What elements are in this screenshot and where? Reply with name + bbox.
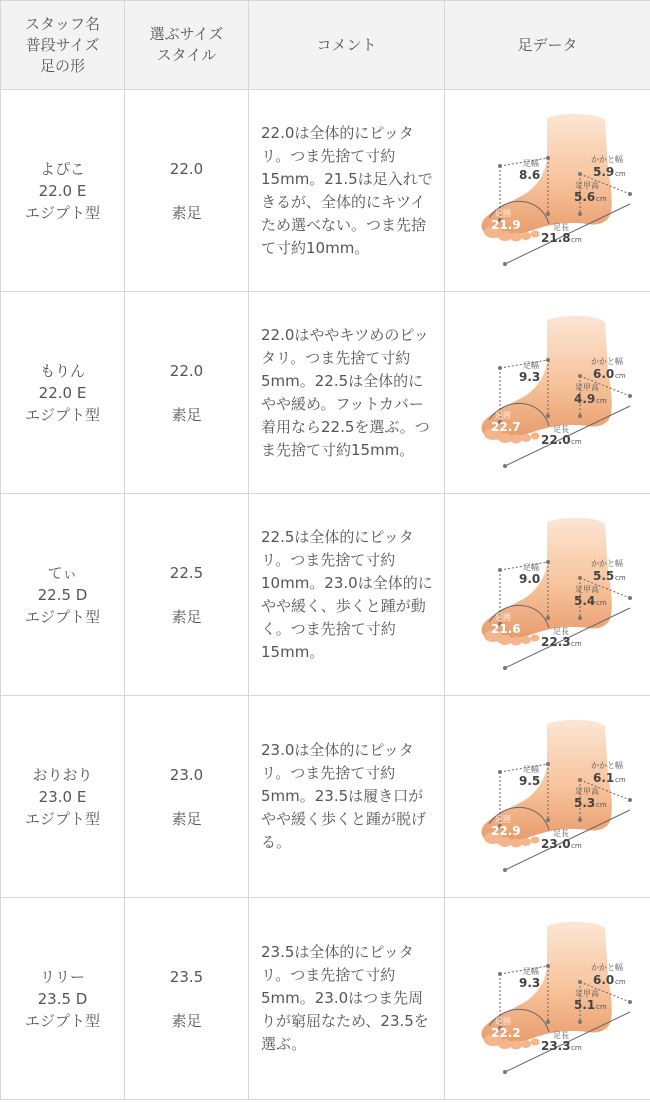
heel-label: かかと幅 — [591, 963, 623, 972]
toe — [498, 837, 512, 847]
length-unit: cm — [571, 236, 582, 244]
girth-label: 足囲 — [495, 209, 511, 218]
chosen-size: 22.0 — [169, 159, 204, 178]
foot-illustration — [445, 494, 650, 695]
length-unit: cm — [571, 640, 582, 648]
instep-value: 5.1 — [574, 998, 596, 1012]
foot-shape: エジプト型 — [24, 405, 100, 424]
header-comment: コメント — [249, 1, 445, 90]
size-cell — [125, 494, 249, 696]
header-row — [1, 1, 650, 90]
toe — [531, 433, 540, 440]
heel-value: 6.0 — [593, 367, 615, 381]
length-unit: cm — [571, 842, 582, 850]
header-foot-data: 足データ — [445, 1, 650, 90]
wear-style: 素足 — [171, 809, 202, 828]
foot-diagram — [445, 696, 650, 897]
foot-shape: エジプト型 — [24, 809, 100, 828]
comment-cell: 23.5は全体的にピッタリ。つま先捨て寸約5mm。23.0はつま先周りが窮屈なため、23.5を選ぶ。 — [249, 898, 445, 1100]
comment-cell: 22.0は全体的にピッタリ。つま先捨て寸約15mm。21.5は足入れできるが、全体的にキツイため選べない。つま先捨て寸約10mm。 — [249, 90, 445, 292]
staff-name: リリー — [39, 967, 85, 986]
length-label: 足長 — [553, 425, 569, 434]
toe — [510, 637, 522, 646]
staff-name: よぴこ — [39, 159, 85, 178]
instep-label: 足甲高 — [575, 989, 599, 998]
length-value: 23.0 — [541, 837, 571, 851]
usual-size: 23.0 E — [38, 787, 87, 806]
width-label: 足幅 — [523, 159, 539, 168]
instep-value: 4.9 — [574, 392, 596, 406]
length-value: 21.8 — [541, 231, 571, 245]
heel-value: 6.0 — [593, 973, 615, 987]
size-cell — [125, 292, 249, 494]
header-staff: スタッフ名 普段サイズ 足の形 — [1, 1, 125, 90]
toe — [521, 838, 531, 846]
foot-diagram — [445, 494, 650, 695]
toe — [510, 839, 522, 848]
instep-value: 5.3 — [574, 796, 596, 810]
girth-label: 足囲 — [495, 411, 511, 420]
staff-name: おりおり — [32, 765, 93, 784]
usual-size: 22.0 E — [38, 181, 87, 200]
usual-size: 23.5 D — [37, 989, 88, 1008]
heel-unit: cm — [615, 776, 626, 784]
chosen-size: 22.5 — [169, 563, 204, 582]
length-label: 足長 — [553, 1031, 569, 1040]
foot-illustration — [445, 90, 650, 291]
instep-label: 足甲高 — [575, 585, 599, 594]
instep-value: 5.6 — [574, 190, 596, 204]
table-row — [1, 292, 650, 494]
toe — [521, 232, 531, 240]
length-label: 足長 — [553, 223, 569, 232]
toe — [498, 1039, 512, 1049]
wear-style: 素足 — [171, 405, 202, 424]
girth-value: 22.7 — [491, 420, 521, 434]
chosen-size: 23.0 — [169, 765, 204, 784]
instep-unit: cm — [596, 1003, 607, 1011]
table-row — [1, 90, 650, 292]
staff-cell — [1, 292, 125, 494]
width-label: 足幅 — [523, 967, 539, 976]
foot-diagram — [445, 90, 650, 291]
instep-label: 足甲高 — [575, 787, 599, 796]
toe — [531, 1039, 540, 1046]
foot-data-cell — [445, 696, 650, 898]
toe — [510, 435, 522, 444]
length-value: 23.3 — [541, 1039, 571, 1053]
heel-unit: cm — [615, 978, 626, 986]
staff-cell — [1, 90, 125, 292]
instep-unit: cm — [596, 801, 607, 809]
width-value: 9.3 — [519, 976, 541, 990]
foot-shape: エジプト型 — [24, 1011, 100, 1030]
foot-data-cell — [445, 292, 650, 494]
width-value: 9.0 — [519, 572, 541, 586]
staff-cell — [1, 696, 125, 898]
comment-cell: 22.0はややキツめのピッタリ。つま先捨て寸約5mm。22.5は全体的にやや緩め。フットカバー着用なら22.5を選ぶ。つま先捨て寸約15mm。 — [249, 292, 445, 494]
length-label: 足長 — [553, 829, 569, 838]
foot-shape: エジプト型 — [24, 607, 100, 626]
girth-label: 足囲 — [495, 613, 511, 622]
length-value: 22.3 — [541, 635, 571, 649]
width-value: 8.6 — [519, 168, 541, 182]
heel-unit: cm — [615, 372, 626, 380]
comment-cell: 22.5は全体的にピッタリ。つま先捨て寸約10mm。23.0は全体的にやや緩く、歩くと踵が動く。つま先捨て寸約15mm。 — [249, 494, 445, 696]
wear-style: 素足 — [171, 607, 202, 626]
instep-label: 足甲高 — [575, 181, 599, 190]
foot-diagram — [445, 292, 650, 493]
width-value: 9.3 — [519, 370, 541, 384]
toe — [521, 434, 531, 442]
header-size-style: 選ぶサイズ スタイル — [125, 1, 249, 90]
chosen-size: 22.0 — [169, 361, 204, 380]
length-label: 足長 — [553, 627, 569, 636]
toe — [510, 233, 522, 242]
heel-value: 6.1 — [593, 771, 615, 785]
toe — [531, 837, 540, 844]
toe — [521, 1040, 531, 1048]
toe — [521, 636, 531, 644]
instep-unit: cm — [596, 397, 607, 405]
size-cell — [125, 696, 249, 898]
heel-label: かかと幅 — [591, 559, 623, 568]
comment-cell: 23.0は全体的にピッタリ。つま先捨て寸約5mm。23.5は履き口がやや緩く歩くと踵が脱げる。 — [249, 696, 445, 898]
size-cell — [125, 90, 249, 292]
foot-illustration — [445, 696, 650, 897]
instep-label: 足甲高 — [575, 383, 599, 392]
staff-cell — [1, 494, 125, 696]
toe — [498, 635, 512, 645]
width-value: 9.5 — [519, 774, 541, 788]
foot-data-cell — [445, 494, 650, 696]
heel-label: かかと幅 — [591, 761, 623, 770]
toe — [531, 635, 540, 642]
girth-value: 21.9 — [491, 218, 521, 232]
foot-illustration — [445, 292, 650, 493]
staff-name: てぃ — [47, 563, 78, 582]
instep-value: 5.4 — [574, 594, 596, 608]
usual-size: 22.5 D — [37, 585, 88, 604]
chosen-size: 23.5 — [169, 967, 204, 986]
girth-value: 22.9 — [491, 824, 521, 838]
girth-label: 足囲 — [495, 815, 511, 824]
heel-unit: cm — [615, 574, 626, 582]
wear-style: 素足 — [171, 203, 202, 222]
wear-style: 素足 — [171, 1011, 202, 1030]
heel-unit: cm — [615, 170, 626, 178]
width-label: 足幅 — [523, 765, 539, 774]
staff-name: もりん — [39, 361, 85, 380]
table-row — [1, 696, 650, 898]
table-row — [1, 494, 650, 696]
heel-value: 5.5 — [593, 569, 615, 583]
girth-value: 22.2 — [491, 1026, 521, 1040]
length-value: 22.0 — [541, 433, 571, 447]
heel-value: 5.9 — [593, 165, 615, 179]
toe — [510, 1041, 522, 1050]
toe — [531, 231, 540, 238]
toe — [498, 433, 512, 443]
length-unit: cm — [571, 1044, 582, 1052]
girth-label: 足囲 — [495, 1017, 511, 1026]
heel-label: かかと幅 — [591, 357, 623, 366]
instep-unit: cm — [596, 195, 607, 203]
instep-unit: cm — [596, 599, 607, 607]
table-row — [1, 898, 650, 1100]
staff-cell — [1, 898, 125, 1100]
girth-value: 21.6 — [491, 622, 521, 636]
length-unit: cm — [571, 438, 582, 446]
foot-diagram — [445, 898, 650, 1099]
foot-data-cell — [445, 898, 650, 1100]
foot-illustration — [445, 898, 650, 1099]
size-cell — [125, 898, 249, 1100]
foot-shape: エジプト型 — [24, 203, 100, 222]
toe — [498, 231, 512, 241]
foot-data-cell — [445, 90, 650, 292]
width-label: 足幅 — [523, 361, 539, 370]
width-label: 足幅 — [523, 563, 539, 572]
heel-label: かかと幅 — [591, 155, 623, 164]
usual-size: 22.0 E — [38, 383, 87, 402]
